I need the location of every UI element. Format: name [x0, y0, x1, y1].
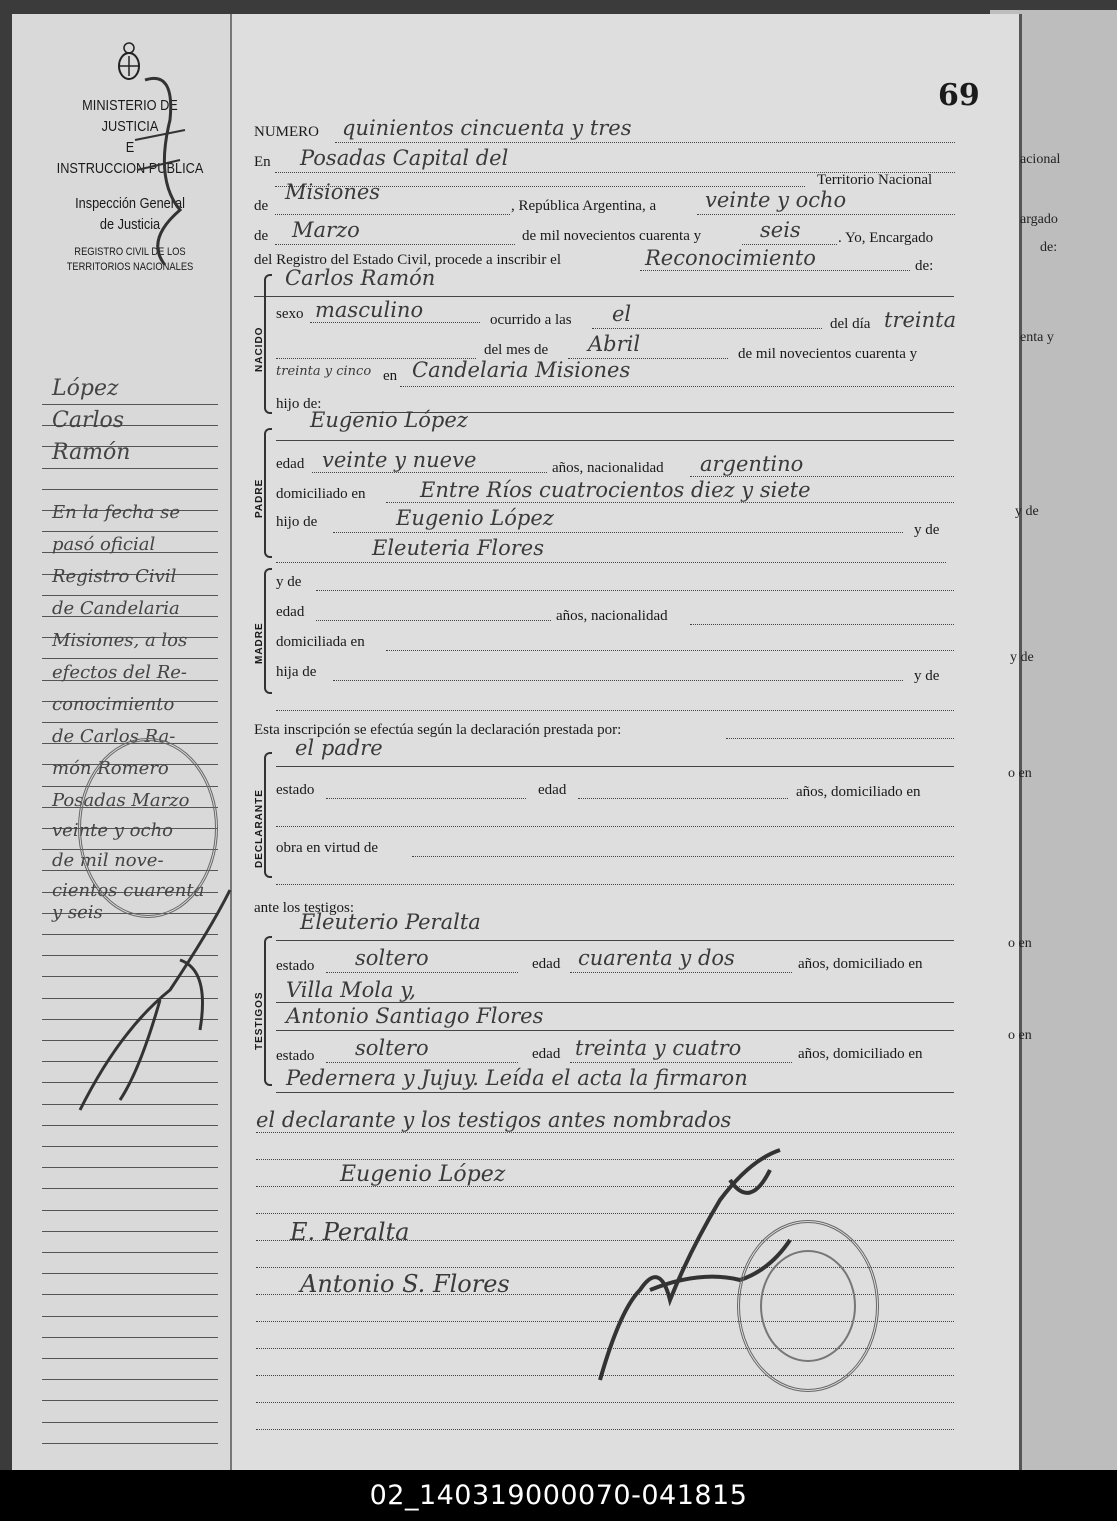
margin-rule: [42, 1337, 218, 1338]
dia-nac-value: treinta: [884, 308, 957, 332]
padre-dom-value: Entre Ríos cuatrocientos diez y siete: [420, 478, 811, 502]
anio-value: seis: [760, 218, 801, 242]
rule: [254, 296, 954, 297]
margin-rule: [42, 489, 218, 490]
margin-rule: [42, 1252, 218, 1253]
territorio-label: Territorio Nacional: [817, 172, 933, 188]
margin-rule: [42, 404, 218, 405]
rule: [386, 502, 954, 503]
anio-nac-value: treinta y cinco: [276, 364, 372, 379]
rule: [276, 884, 954, 885]
under-page-text: acional: [1020, 152, 1061, 167]
mes-value: Marzo: [292, 218, 360, 242]
rule: [326, 798, 526, 799]
testigo1-value: Eleuterio Peralta: [300, 910, 481, 934]
signature-testigo2: Antonio S. Flores: [300, 1270, 510, 1298]
domiciliado-label: domiciliado en: [276, 486, 366, 502]
sexo-label: sexo: [276, 306, 304, 322]
rule: [276, 440, 954, 441]
margin-note-line: Misiones, a los: [52, 630, 188, 651]
t1-edad-value: cuarenta y dos: [578, 946, 735, 970]
margin-note-line: Registro Civil: [52, 566, 177, 587]
margin-note-line: Carlos: [52, 408, 125, 433]
margin-note-line: En la fecha se: [52, 502, 180, 523]
rule: [640, 270, 910, 271]
margin-rule: [42, 1379, 218, 1380]
official-seal-inner: [760, 1250, 856, 1362]
numero-label: NUMERO: [254, 124, 320, 140]
margin-note-line: conocimiento: [52, 694, 175, 715]
under-page-text: y de: [1010, 650, 1034, 665]
t2-edad-value: treinta y cuatro: [575, 1036, 742, 1060]
margin-rule: [42, 1443, 218, 1444]
hija-de-label: hija de: [276, 664, 317, 680]
declarante-brace: [264, 752, 272, 878]
rule: [276, 562, 946, 563]
rule: [326, 1062, 518, 1063]
rule: [316, 620, 551, 621]
t1-edad-label: edad: [532, 956, 561, 972]
rule: [578, 798, 788, 799]
nacido-side-label: NACIDO: [254, 326, 265, 372]
domiciliada-label: domiciliada en: [276, 634, 365, 650]
margin-rule: [42, 1188, 218, 1189]
de2-label: de: [254, 228, 269, 244]
margin-rule: [42, 1358, 218, 1359]
margin-rule: [42, 595, 218, 596]
testigos-brace: [264, 936, 272, 1086]
rule: [400, 386, 954, 387]
padre-nombre-value: Eugenio López: [310, 408, 468, 432]
dia-label: del día: [830, 316, 871, 332]
obra-label: obra en virtud de: [276, 840, 379, 856]
testigos-intro-label: ante los testigos:: [254, 900, 354, 916]
rule: [256, 1429, 954, 1430]
rule: [412, 856, 954, 857]
margin-note-line: Ramón: [52, 440, 131, 465]
rule: [276, 1092, 954, 1093]
inscripcion-label: Esta inscripción se efectúa según la declaración prestada por:: [254, 722, 622, 738]
under-page-text: o en: [1008, 1028, 1032, 1043]
rule: [386, 650, 954, 651]
estado-label: estado: [276, 782, 315, 798]
hijo-label: hijo de:: [276, 396, 322, 412]
margin-rule: [42, 468, 218, 469]
ocurrido-label: ocurrido a las: [490, 312, 572, 328]
ministry-line: Inspección General: [75, 195, 185, 212]
rule: [742, 244, 837, 245]
signature-declarante: Eugenio López: [340, 1162, 506, 1187]
t1-dom-value: Villa Mola y,: [286, 978, 416, 1002]
republica-label: , República Argentina, a: [511, 198, 657, 214]
ministry-line: de Justicia: [99, 216, 161, 233]
ministry-line: REGISTRO CIVIL DE LOS: [74, 246, 186, 258]
margin-note-line: veinte y ocho: [52, 820, 174, 841]
de3-label: de:: [915, 258, 934, 274]
abuela-value: Eleuteria Flores: [372, 536, 544, 560]
margin-rule: [42, 1273, 218, 1274]
rule: [690, 476, 954, 477]
margin-note-line: de Candelaria: [52, 598, 180, 619]
margin-rule: [42, 531, 218, 532]
closing-value: el declarante y los testigos antes nombrados: [256, 1108, 732, 1132]
rule: [690, 624, 954, 625]
margin-signature: [60, 870, 250, 1130]
margin-rule: [42, 658, 218, 659]
en-value: Posadas Capital del: [300, 146, 509, 170]
rule: [570, 972, 792, 973]
mil2-label: de mil novecientos cuarenta y: [738, 346, 918, 362]
margin-note-line: cientos cuarenta: [52, 880, 205, 901]
rule: [316, 590, 954, 591]
abuelo-value: Eugenio López: [396, 506, 554, 530]
scan-id-bar: [0, 1470, 1117, 1521]
padre-edad-value: veinte y nueve: [322, 448, 477, 472]
margin-rule: [42, 1167, 218, 1168]
under-page-text: o en: [1008, 936, 1032, 951]
t2-edad-label: edad: [532, 1046, 561, 1062]
lugar-value: Candelaria Misiones: [412, 358, 631, 382]
y-de-label: y de: [914, 522, 940, 538]
nombre-value: Carlos Ramón: [285, 266, 436, 290]
margin-note-line: món Romero: [52, 758, 169, 779]
mes-nac-value: Abril: [588, 332, 641, 356]
ministry-line: TERRITORIOS NACIONALES: [66, 261, 194, 273]
rule: [697, 214, 955, 215]
margin-note-line: Posadas Marzo: [52, 790, 190, 811]
dia-value: veinte y ocho: [705, 188, 847, 212]
margin-note-line: de Carlos Ra-: [52, 726, 176, 747]
madre-brace: [264, 568, 272, 694]
t2-estado-value: soltero: [355, 1036, 429, 1060]
hijo-de-label: hijo de: [276, 514, 318, 530]
ministry-line: E: [125, 139, 135, 156]
anios-nacionalidad-label: años, nacionalidad: [552, 460, 664, 476]
padre-side-label: PADRE: [254, 478, 265, 518]
t2-anios-label: años, domiciliado en: [798, 1046, 923, 1062]
scan-id: 02_140319000070-041815: [369, 1480, 748, 1511]
mes-label: del mes de: [484, 342, 549, 358]
rule: [256, 1132, 954, 1133]
de-label: de: [254, 198, 269, 214]
rule: [256, 1402, 954, 1403]
rule: [326, 972, 518, 973]
nacido-brace: [264, 274, 272, 414]
padre-nac-value: argentino: [700, 452, 804, 476]
margin-rule: [42, 1146, 218, 1147]
page-number: 69: [938, 78, 980, 113]
margin-note-line: y seis: [52, 902, 103, 923]
margin-rule: [42, 1294, 218, 1295]
rule: [335, 142, 955, 143]
rule: [276, 940, 954, 941]
margin-rule: [42, 1210, 218, 1211]
under-page-text: de:: [1040, 240, 1058, 255]
edad3-label: edad: [538, 782, 567, 798]
margin-note-line: de mil nove-: [52, 850, 164, 871]
margin-rule: [42, 1400, 218, 1401]
t1-estado-label: estado: [276, 958, 315, 974]
rule: [276, 710, 954, 711]
edad-label: edad: [276, 456, 305, 472]
under-page-text: argado: [1020, 212, 1058, 227]
y-de3-label: y de: [914, 668, 940, 684]
margin-rule: [42, 1231, 218, 1232]
signature-testigo1: E. Peralta: [290, 1218, 410, 1246]
edad2-label: edad: [276, 604, 305, 620]
t1-anios-label: años, domiciliado en: [798, 956, 923, 972]
testigo2-value: Antonio Santiago Flores: [286, 1004, 544, 1028]
madre-side-label: MADRE: [254, 622, 265, 664]
rule: [333, 532, 903, 533]
margin-rule: [42, 1316, 218, 1317]
header-stamp-scribble: [125, 60, 195, 270]
mil-label: de mil novecientos cuarenta y: [522, 228, 702, 244]
t2-estado-label: estado: [276, 1048, 315, 1064]
rule: [310, 322, 480, 323]
hora-value: el: [612, 302, 632, 326]
ministry-line: MINISTERIO DE JUSTICIA: [82, 97, 178, 135]
rule: [312, 472, 547, 473]
rule: [275, 214, 510, 215]
margin-note-line: efectos del Re-: [52, 662, 188, 683]
en-label: En: [254, 154, 271, 170]
rule: [275, 244, 515, 245]
rule: [726, 738, 954, 739]
rule: [570, 1062, 792, 1063]
under-page-text: y de: [1015, 504, 1039, 519]
anios-dom-label: años, domiciliado en: [796, 784, 921, 800]
margin-rule: [42, 1422, 218, 1423]
sexo-value: masculino: [315, 298, 424, 322]
declarante-value: el padre: [295, 736, 383, 760]
y-de2-label: y de: [276, 574, 302, 590]
yo-label: . Yo, Encargado: [838, 230, 934, 246]
numero-value: quinientos cincuenta y tres: [342, 116, 632, 140]
rule: [276, 826, 954, 827]
t2-dom-value: Pedernera y Jujuy. Leída el acta la firmaron: [286, 1066, 748, 1090]
rule: [333, 680, 903, 681]
t1-estado-value: soltero: [355, 946, 429, 970]
margin-rule: [42, 722, 218, 723]
under-page-text: o en: [1008, 766, 1032, 781]
acto-value: Reconocimiento: [645, 246, 816, 270]
rule: [276, 1030, 954, 1031]
registro-label: del Registro del Estado Civil, procede a inscribir el: [254, 252, 562, 268]
rule: [592, 328, 822, 329]
rule: [276, 766, 954, 767]
under-page-text: enta y: [1020, 330, 1054, 345]
rule: [276, 1002, 954, 1003]
margin-note-line: López: [52, 376, 119, 401]
padre-brace: [264, 428, 272, 558]
margin-note-line: pasó oficial: [52, 534, 156, 555]
de-value: Misiones: [285, 180, 381, 204]
en2-label: en: [383, 368, 398, 384]
declarante-side-label: DECLARANTE: [254, 789, 265, 868]
testigos-side-label: TESTIGOS: [254, 991, 265, 1050]
anios-nac2-label: años, nacionalidad: [556, 608, 668, 624]
ministry-line: INSTRUCCION PUBLICA: [56, 160, 204, 177]
